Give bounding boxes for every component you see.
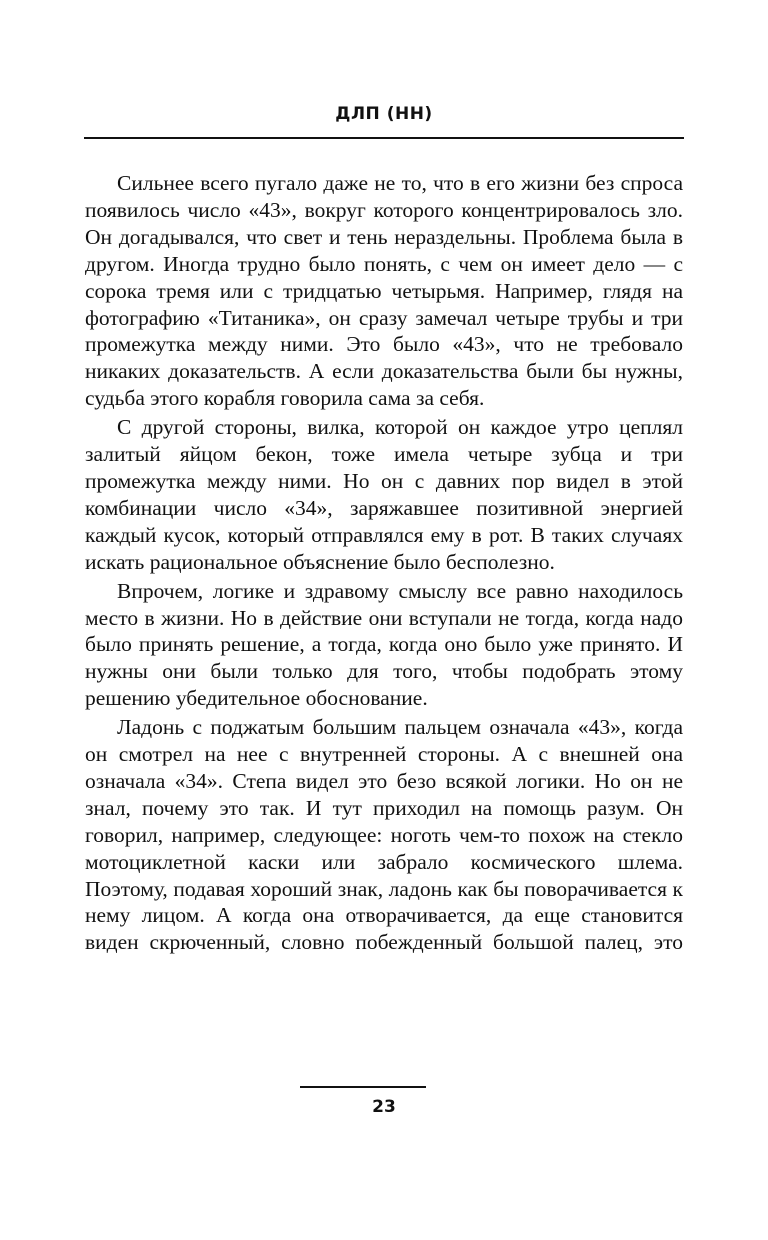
paragraph-3: Впрочем, логике и здравому смыслу все равно находилось место в жизни. Но в действие они вступали не тогда, когда надо было принять решение, а тогда, когда оно было уже принято. И нужны они были только для того, чтобы подобрать этому решению убедительное обоснование. [85,578,683,711]
paragraph-1: Сильнее всего пугало даже не то, что в его жизни без спроса появилось число «43», вокруг которого концентрировалось зло. Он догадывался, что свет и тень нераздельны. Проблема была в другом. Иногда трудно было понять, с чем он имеет дело — с сорока тремя или с тридцатью четырьмя. Например, глядя на фотографию «Титаника», он сразу замечал четыре трубы и три промежутка между ними. Это было «43», что не требовало никаких доказательств. А если доказательства были бы нужны, судьба этого корабля говорила сама за себя. [85,171,683,411]
header-rule [84,137,684,139]
running-head: ДЛП (НН) [335,104,433,124]
paragraph-4: Ладонь с поджатым большим пальцем означала «43», когда он смотрел на нее с внутренней стороны. А с внешней она означала «34». Степа видел это безо всякой логики. Но он не знал, почему это так. И тут приходил на помощь разум. Он говорил, например, следующее: ноготь чем-то похож на стекло мотоциклетной каски или забрало космического шлема. Поэтому, подавая хороший знак, ладонь как бы поворачивается к нему лицом. А когда она отворачивается, да еще становится виден скрюченный, словно побежденный большой палец, это [85,715,683,955]
page-number: 23 [372,1097,396,1117]
body-text [85,170,683,958]
footer-rule [300,1086,426,1088]
paragraph-2: С другой стороны, вилка, которой он каждое утро цеплял залитый яйцом бекон, тоже имела четыре зубца и три промежутка между ними. Но он с давних пор видел в этой комбинации число «34», заряжавшее позитивной энергией каждый кусок, который отправлялся ему в рот. В таких случаях искать рациональное объяснение было бесполезно. [85,415,683,574]
